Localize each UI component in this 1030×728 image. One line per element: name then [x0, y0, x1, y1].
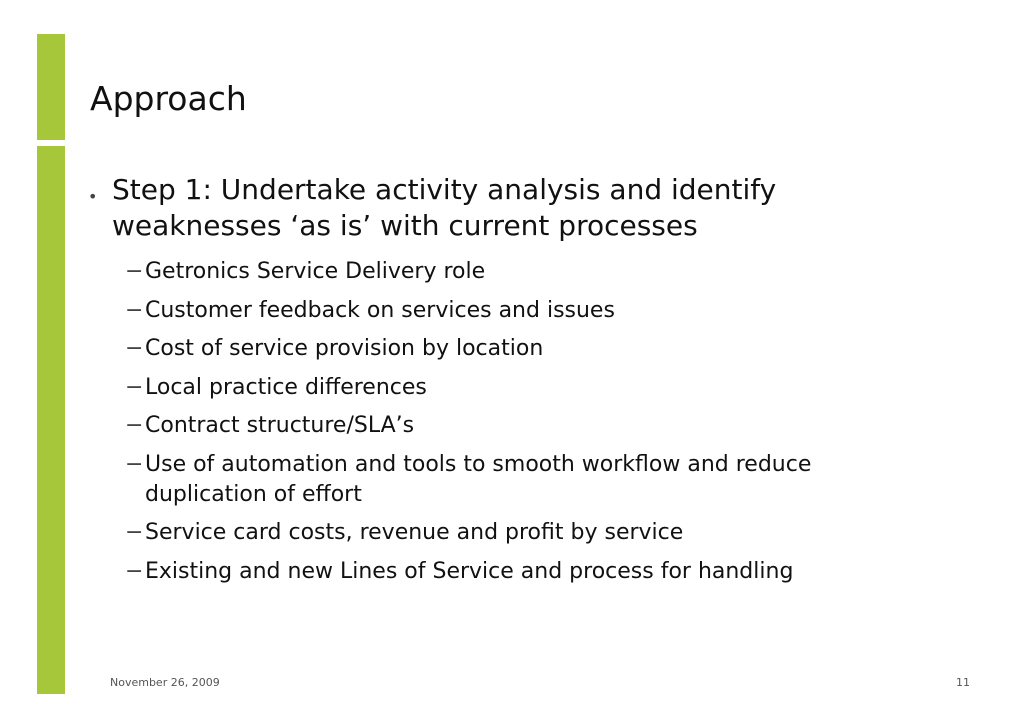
main-bullet: Step 1: Undertake activity analysis and identify weaknesses ‘as is’ with current processes — [112, 173, 777, 242]
dash-marker: − — [125, 520, 144, 545]
sub-bullet-text: Service card costs, revenue and profit by service — [145, 520, 684, 545]
sub-bullet — [122, 373, 982, 403]
page-number: 11 — [956, 676, 970, 689]
dash-marker: − — [125, 451, 144, 477]
dash-marker: − — [125, 558, 144, 584]
dash-marker: − — [125, 374, 144, 400]
sub-bullet-text: Existing and new Lines of Service and process for handling — [145, 558, 794, 584]
sub-bullet-text: Use of automation and tools to smooth workflow and reduce — [145, 451, 812, 477]
dash-marker: − — [125, 259, 144, 284]
dash-marker: − — [125, 336, 144, 361]
sub-bullet-text-continued: duplication of effort — [145, 481, 362, 507]
sub-bullet — [122, 257, 982, 287]
sub-bullet — [122, 334, 982, 364]
sub-bullet — [122, 518, 982, 548]
sub-bullet — [122, 296, 982, 326]
sub-bullet-text: Getronics Service Delivery role — [145, 259, 486, 284]
sub-bullet-text: Local practice differences — [145, 374, 427, 400]
sub-bullet-list — [122, 257, 982, 595]
sub-bullet — [122, 411, 982, 441]
sub-bullet-text: Contract structure/SLA’s — [145, 413, 415, 438]
sub-bullet-text: Customer feedback on services and issues — [145, 297, 615, 323]
sub-bullet-text: Cost of service provision by location — [145, 336, 544, 361]
dash-marker: − — [125, 297, 144, 323]
accent-bar-top — [37, 34, 65, 140]
footer-date: November 26, 2009 — [110, 676, 220, 689]
accent-bar-bottom — [37, 146, 65, 694]
bullet-marker: • — [88, 187, 98, 206]
sub-bullet — [122, 557, 982, 587]
dash-marker: − — [125, 413, 144, 438]
sub-bullet — [122, 450, 982, 510]
slide-title: Approach — [90, 79, 247, 118]
